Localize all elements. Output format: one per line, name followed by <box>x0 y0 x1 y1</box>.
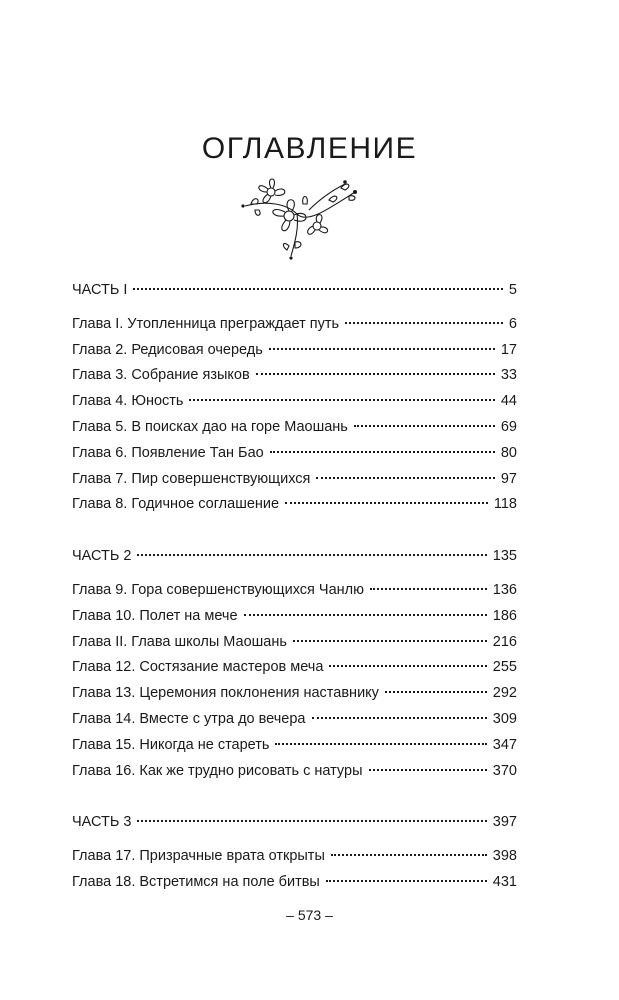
page-number: 97 <box>500 470 517 487</box>
toc-part-3[interactable] <box>72 810 517 836</box>
dot-leader <box>137 820 486 822</box>
chapter-title: Глава 2. Редисовая очередь <box>72 341 263 358</box>
dot-leader <box>326 880 487 882</box>
dot-leader <box>316 477 494 479</box>
toc-chapter[interactable] <box>72 844 517 870</box>
page-number: 135 <box>492 548 517 565</box>
dot-leader <box>137 554 486 556</box>
toc-chapter[interactable] <box>72 492 517 518</box>
dot-leader <box>293 640 487 642</box>
toc-part-1[interactable] <box>72 278 517 304</box>
chapter-title: Глава 6. Появление Тан Бао <box>72 444 264 461</box>
chapter-title: Глава 3. Собрание языков <box>72 367 250 384</box>
page-number: 186 <box>492 607 517 624</box>
chapter-title: Глава 7. Пир совершенствующихся <box>72 470 311 487</box>
dot-leader <box>133 288 502 290</box>
dot-leader <box>269 348 495 350</box>
page-number: 397 <box>492 814 517 831</box>
toc-chapter[interactable] <box>72 389 517 415</box>
chapter-title: Глава 5. В поисках дао на горе Маошань <box>72 418 348 435</box>
page-number: 347 <box>492 736 517 753</box>
page-folio: – 573 – <box>286 907 333 923</box>
page-number: 370 <box>492 762 517 779</box>
dot-leader <box>285 502 488 504</box>
table-of-contents <box>72 278 517 896</box>
page-number: 309 <box>492 710 517 727</box>
page-number: 33 <box>500 367 517 384</box>
chapter-title: Глава II. Глава школы Маошань <box>72 633 287 650</box>
part-label: ЧАСТЬ I <box>72 282 128 298</box>
dot-leader <box>370 588 487 590</box>
part-label: ЧАСТЬ 3 <box>72 814 132 831</box>
page-number: 136 <box>492 581 517 598</box>
toc-chapter[interactable] <box>72 707 517 733</box>
toc-part-2[interactable] <box>72 544 517 570</box>
dot-leader <box>244 614 487 616</box>
page-number: 255 <box>492 659 517 676</box>
toc-chapter[interactable] <box>72 578 517 604</box>
page-number: 216 <box>492 633 517 650</box>
dot-leader <box>369 769 487 771</box>
dot-leader <box>354 425 495 427</box>
toc-chapter[interactable] <box>72 467 517 493</box>
dot-leader <box>331 854 487 856</box>
toc-chapter[interactable] <box>72 363 517 389</box>
chapter-title: Глава 18. Встретимся на поле битвы <box>72 873 320 890</box>
page-number: 398 <box>492 848 517 865</box>
dot-leader <box>270 451 495 453</box>
section-gap <box>72 518 517 544</box>
toc-chapter[interactable] <box>72 733 517 759</box>
part-label: ЧАСТЬ 2 <box>72 548 132 565</box>
chapter-title: Глава 4. Юность <box>72 393 184 410</box>
chapter-title: Глава 12. Состязание мастеров меча <box>72 659 324 676</box>
dot-leader <box>256 373 495 375</box>
toc-chapter[interactable] <box>72 870 517 896</box>
toc-chapter[interactable] <box>72 681 517 707</box>
chapter-title: Глава 14. Вместе с утра до вечера <box>72 710 306 727</box>
dot-leader <box>275 743 486 745</box>
dot-leader <box>345 322 503 324</box>
toc-chapter[interactable] <box>72 604 517 630</box>
page-number: 118 <box>493 496 517 513</box>
toc-chapter[interactable] <box>72 338 517 364</box>
page-title: ОГЛАВЛЕНИЕ <box>201 132 418 165</box>
floral-ornament-icon <box>237 170 363 262</box>
toc-chapter[interactable] <box>72 441 517 467</box>
toc-chapter[interactable] <box>72 630 517 656</box>
page-number: 17 <box>500 341 517 358</box>
chapter-title: Глава 15. Никогда не стареть <box>72 736 270 753</box>
toc-chapter[interactable] <box>72 655 517 681</box>
page-number: 69 <box>500 418 517 435</box>
chapter-title: Глава 16. Как же трудно рисовать с натуры <box>72 762 363 779</box>
chapter-title: Глава 17. Призрачные врата открыты <box>72 848 325 865</box>
page-number: 6 <box>508 315 517 332</box>
chapter-title: Глава I. Утопленница преграждает путь <box>72 315 340 332</box>
toc-chapter[interactable] <box>72 415 517 441</box>
toc-chapter[interactable] <box>72 312 517 338</box>
dot-leader <box>385 691 487 693</box>
page-number: 431 <box>492 873 517 890</box>
page-number: 44 <box>500 393 517 410</box>
page-number: 80 <box>500 444 517 461</box>
page-number: 292 <box>492 685 517 702</box>
chapter-title: Глава 10. Полет на мече <box>72 607 238 624</box>
dot-leader <box>329 665 486 667</box>
chapter-title: Глава 13. Церемония поклонения наставнику <box>72 685 379 702</box>
section-gap <box>72 784 517 810</box>
dot-leader <box>189 399 494 401</box>
dot-leader <box>312 717 487 719</box>
chapter-title: Глава 9. Гора совершенствующихся Чанлю <box>72 581 364 598</box>
page-number: 5 <box>508 282 517 298</box>
chapter-title: Глава 8. Годичное соглашение <box>72 496 280 513</box>
toc-chapter[interactable] <box>72 759 517 785</box>
